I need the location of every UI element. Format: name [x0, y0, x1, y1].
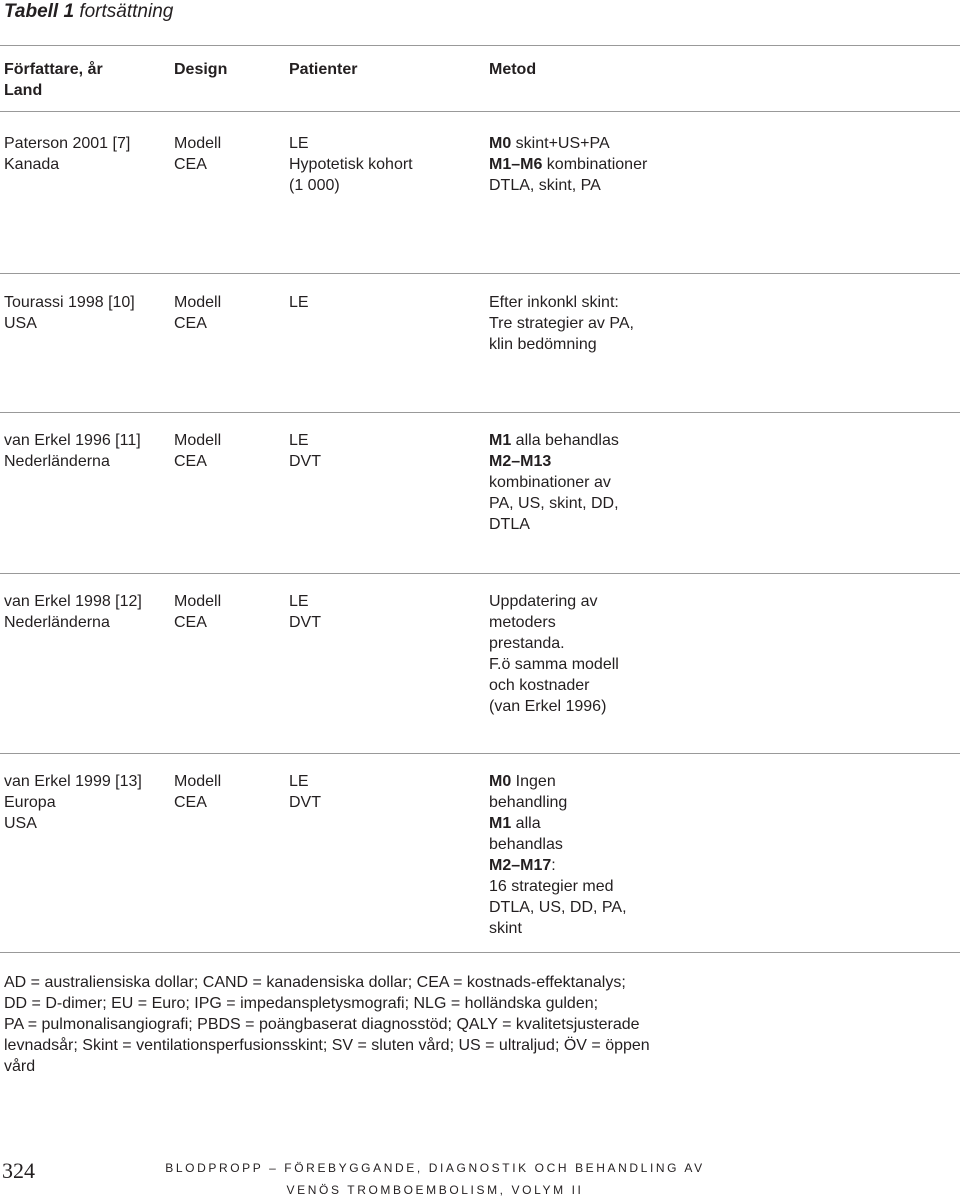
design-cell: Modell CEA	[174, 135, 222, 173]
header-design: Design	[174, 61, 228, 78]
header-method: Metod	[489, 61, 537, 78]
page-number: 324	[2, 1158, 35, 1183]
header-author-line: Författare, år	[4, 61, 103, 78]
table-title-prefix: Tabell 1	[4, 1, 75, 22]
header-patients: Patienter	[289, 61, 358, 78]
design-cell: Modell CEA	[174, 773, 222, 811]
row-divider	[0, 753, 960, 754]
row-divider	[0, 273, 960, 274]
patients-cell: LE Hypotetisk kohort (1 000)	[289, 135, 413, 194]
author-cell: Tourassi 1998 [10] USA	[4, 294, 135, 332]
row-divider	[0, 573, 960, 574]
patients-cell: LE DVT	[289, 773, 321, 811]
footnote-line: AD = australiensiska dollar; CAND = kanadensiska dollar; CEA = kostnads-effektanalys;	[4, 974, 626, 991]
header-author-line: Land	[4, 82, 43, 99]
header-bottom-rule	[0, 111, 960, 112]
method-cell: Uppdatering av metoders prestanda. F.ö samma modell och kostnader (van Erkel 1996)	[489, 593, 619, 715]
design-cell: Modell CEA	[174, 432, 222, 470]
author-cell: van Erkel 1999 [13] Europa USA	[4, 773, 142, 832]
running-title-line: BLODPROPP – FÖREBYGGANDE, DIAGNOSTIK OCH BEHANDLING AV	[165, 1161, 705, 1175]
table-title	[4, 0, 173, 24]
design-cell: Modell CEA	[174, 294, 222, 332]
method-cell: M0 skint+US+PA M1–M6 kombinationer DTLA, skint, PA	[489, 135, 648, 194]
author-cell: van Erkel 1998 [12] Nederländerna	[4, 593, 142, 631]
footnote-line: DD = D-dimer; EU = Euro; IPG = impedanspletysmografi; NLG = holländska gulden;	[4, 995, 599, 1012]
running-title-line: VENÖS TROMBOEMBOLISM, VOLYM II	[286, 1183, 584, 1197]
footnote-line: vård	[4, 1058, 36, 1075]
patients-cell: LE	[289, 294, 309, 311]
row-divider	[0, 412, 960, 413]
method-cell: M1 alla behandlas M2–M13 kombinationer av PA, US, skint, DD, DTLA	[489, 432, 619, 533]
footnote-line: PA = pulmonalisangiografi; PBDS = poängbaserat diagnosstöd; QALY = kvalitetsjusterade	[4, 1016, 640, 1033]
author-cell: van Erkel 1996 [11] Nederländerna	[4, 432, 141, 470]
design-cell: Modell CEA	[174, 593, 222, 631]
method-cell: Efter inkonkl skint: Tre strategier av PA, klin bedömning	[489, 294, 634, 353]
method-cell: M0 Ingen behandling M1 alla behandlas M2–M17: 16 strategier med DTLA, US, DD, PA, skint	[489, 773, 627, 937]
footnote-line: levnadsår; Skint = ventilationsperfusionsskint; SV = sluten vård; US = ultraljud; ÖV = öppen	[4, 1037, 650, 1054]
patients-cell: LE DVT	[289, 432, 321, 470]
table-title-suffix: fortsättning	[79, 1, 174, 22]
table-bottom-rule	[0, 952, 960, 953]
author-cell: Paterson 2001 [7] Kanada	[4, 135, 131, 173]
footnote	[4, 972, 724, 1077]
header-author	[4, 59, 103, 101]
header-top-rule	[0, 45, 960, 46]
patients-cell: LE DVT	[289, 593, 321, 631]
